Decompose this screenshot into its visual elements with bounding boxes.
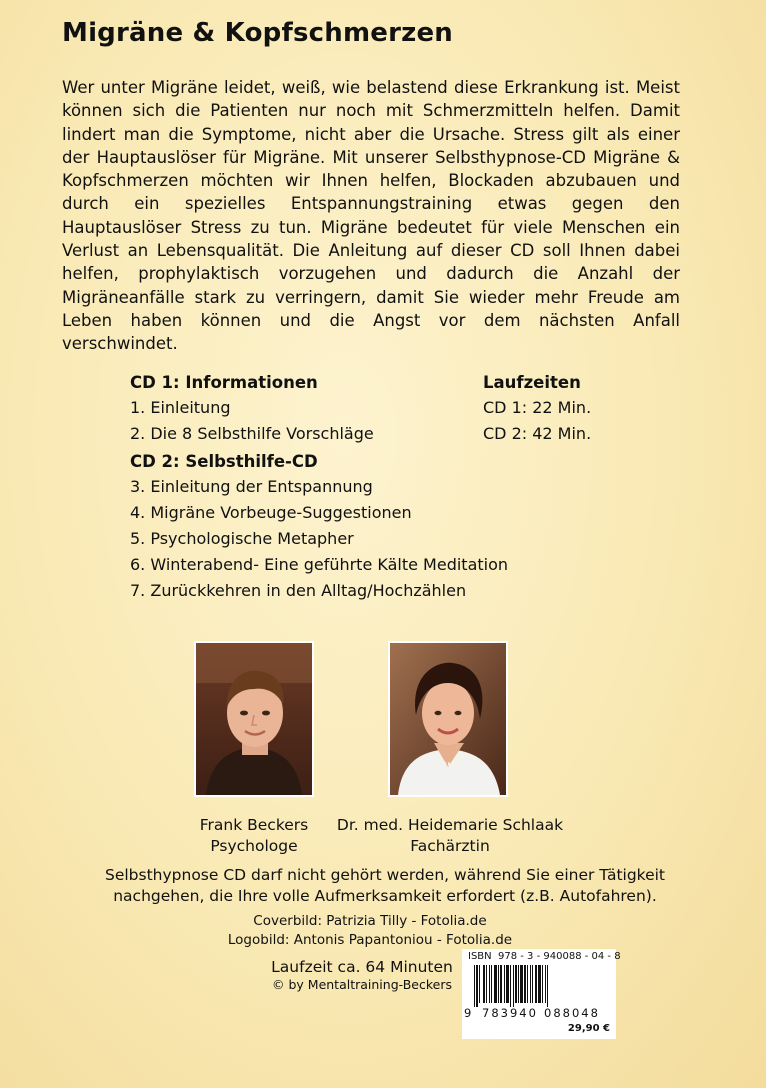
list-item: CD 1: 22 Min.	[483, 398, 592, 417]
author-photo-frank-beckers	[194, 641, 314, 797]
author-caption-heidemarie-schlaak	[332, 815, 568, 857]
list-item: 6. Winterabend- Eine geführte Kälte Meditation	[130, 555, 509, 574]
image-credits	[220, 912, 520, 950]
portrait-man-image	[196, 643, 312, 795]
list-item: 7. Zurückkehren in den Alltag/Hochzählen	[130, 581, 467, 600]
cd2-heading: CD 2: Selbsthilfe-CD	[130, 452, 318, 471]
author-caption-frank-beckers	[190, 815, 318, 857]
author-name: Frank Beckers	[199, 816, 309, 834]
author-name: Dr. med. Heidemarie Schlaak	[336, 816, 564, 834]
logo-credit: Logobild: Antonis Papantoniou - Fotolia.de	[227, 932, 513, 948]
author-role: Psychologe	[210, 837, 298, 855]
cd1-heading: CD 1: Informationen	[130, 373, 318, 392]
copyright-notice: © by Mentaltraining-Beckers	[272, 977, 452, 992]
author-photo-heidemarie-schlaak	[388, 641, 508, 797]
cd2-track-list	[130, 474, 530, 604]
list-item: 3. Einleitung der Entspannung	[130, 477, 373, 496]
price-label: 29,90 €	[567, 1023, 610, 1034]
page-title: Migräne & Kopfschmerzen	[62, 18, 453, 48]
barcode-digits-right: 088048	[544, 1006, 600, 1020]
barcode-digit-first: 9	[464, 1006, 472, 1020]
total-runtime: Laufzeit ca. 64 Minuten	[271, 958, 453, 976]
cover-credit: Coverbild: Patrizia Tilly - Fotolia.de	[253, 913, 487, 929]
list-item: 4. Migräne Vorbeuge-Suggestionen	[130, 503, 412, 522]
warning-text: Selbsthypnose CD darf nicht gehört werden, während Sie einer Tätigkeit nachgehen, die Ihre volle Aufmerksamkeit erfordert (z.B. Autofahren).	[104, 866, 666, 905]
author-role: Fachärztin	[410, 837, 490, 855]
isbn-number: ISBN 978 - 3 - 940088 - 04 - 8	[468, 951, 621, 962]
tracklist	[130, 370, 530, 604]
runtimes-heading: Laufzeiten	[483, 373, 581, 392]
isbn-barcode	[462, 949, 621, 1039]
list-item: 2. Die 8 Selbsthilfe Vorschläge	[130, 424, 374, 443]
runtimes-block	[483, 370, 591, 447]
runtimes-list	[483, 395, 591, 447]
barcode-digits-left: 783940	[482, 1006, 538, 1020]
list-item: 5. Psychologische Metapher	[130, 529, 354, 548]
barcode-image	[468, 965, 610, 1007]
intro-paragraph: Wer unter Migräne leidet, weiß, wie belastend diese Erkrankung ist. Meist können sich die Patienten nur noch mit Schmerzmitteln helfen. Damit lindert man die Symptome, nicht aber die Ursache. Stress gilt als einer der Hauptauslöser für Migräne. Mit unserer Selbsthypnose-CD Migräne & Kopfschmerzen möchten wir Ihnen helfen, Blockaden abzubauen und durch ein spezielles Entspannungstraining etwas gegen den Hauptauslöser Stress zu tun. Migräne bedeutet für viele Menschen ein Verlust an Lebensqualität. Die Anleitung auf dieser CD soll Ihnen dabei helfen, prophylaktisch vorzugehen und dadurch die Anzahl der Migräneanfälle stark zu verringern, damit Sie wieder mehr Freude am Leben haben können und die Angst vor dem nächsten Anfall verschwindet.	[62, 78, 680, 354]
list-item: 1. Einleitung	[130, 398, 231, 417]
list-item: CD 2: 42 Min.	[483, 424, 592, 443]
cd1-track-list	[130, 395, 530, 447]
portrait-woman-image	[390, 643, 506, 795]
